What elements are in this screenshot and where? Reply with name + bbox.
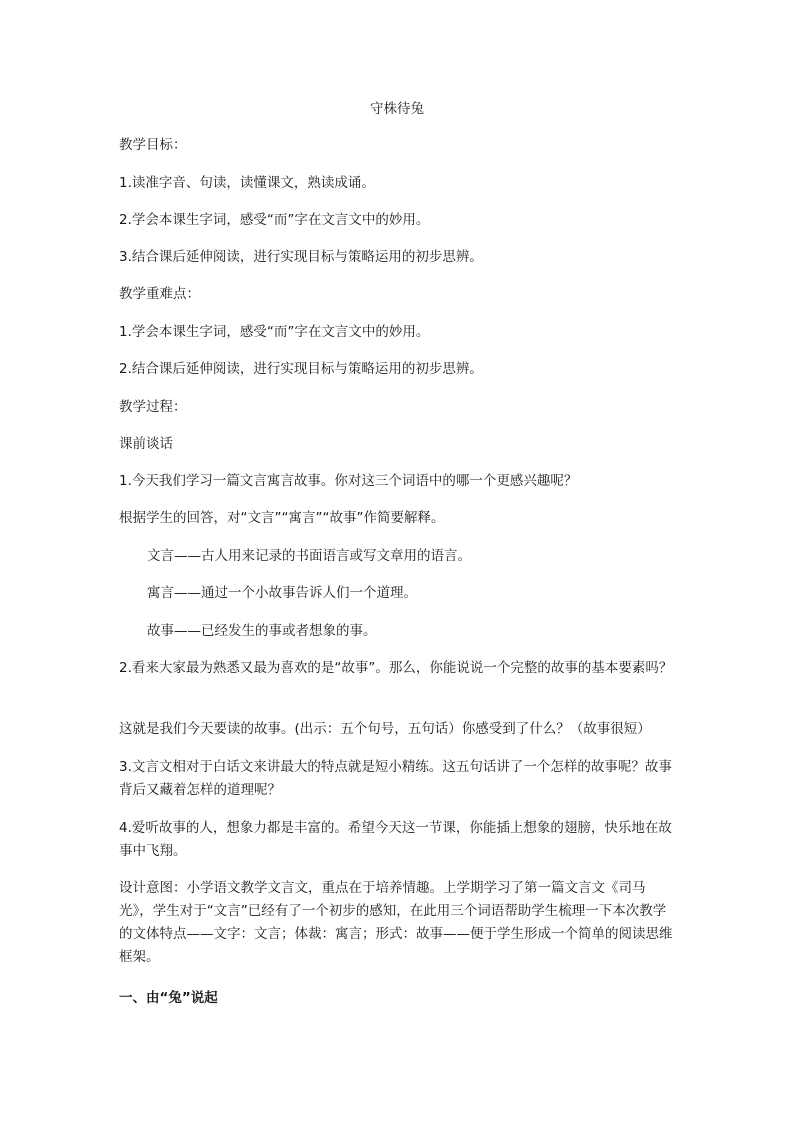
step-4: 4.爱听故事的人，想象力都是丰富的。希望今天这一节课，你能插上想象的翅膀，快乐地在故事中飞翔。 (119, 820, 672, 859)
key-points-heading: 教学重难点： (119, 286, 200, 302)
key-point-item-1: 1.学会本课生字词，感受“而”字在文言文中的妙用。 (119, 324, 430, 340)
goal-item-3: 3.结合课后延伸阅读，进行实现目标与策略运用的初步思辨。 (119, 249, 483, 265)
goal-item-2: 2.学会本课生字词，感受“而”字在文言文中的妙用。 (119, 212, 430, 228)
definition-gushi: 故事——已经发生的事或者想象的事。 (147, 623, 377, 639)
document-title: 守株待兔 (370, 101, 424, 117)
design-intent: 设计意图：小学语文教学文言文，重点在于培养情趣。上学期学习了第一篇文言文《司马光》，学生对于“文言”已经有了一个初步的感知，在此用三个词语帮助学生梳理一下本次教学的文体特点——文字：文言；体裁：寓言；形式：故事——便于学生形成一个简单的阅读思维框架。 (119, 880, 673, 965)
key-point-item-2: 2.结合课后延伸阅读，进行实现目标与策略运用的初步思辨。 (119, 361, 483, 377)
pre-talk-heading: 课前谈话 (119, 436, 173, 452)
step-3: 3.文言文相对于白话文来讲最大的特点就是短小精练。这五句话讲了一个怎样的故事呢？故事背后又藏着怎样的道理呢？ (119, 759, 672, 798)
step-2-note: 这就是我们今天要读的故事。(出示：五个句号，五句话）你感受到了什么？（故事很短） (119, 721, 651, 737)
definition-wenyan: 文言——古人用来记录的书面语言或写文章用的语言。 (147, 548, 471, 564)
step-1: 1.今天我们学习一篇文言寓言故事。你对这三个词语中的哪一个更感兴趣呢？ (119, 473, 578, 489)
process-heading: 教学过程： (119, 399, 187, 415)
step-1-note: 根据学生的回答，对“文言”“寓言”“故事”作简要解释。 (119, 510, 445, 526)
goal-item-1: 1.读准字音、句读，读懂课文，熟读成诵。 (119, 175, 375, 191)
definition-yuyan: 寓言——通过一个小故事告诉人们一个道理。 (147, 585, 417, 601)
goals-heading: 教学目标： (119, 137, 187, 153)
step-2: 2.看来大家最为熟悉又最为喜欢的是“故事”。那么，你能说说一个完整的故事的基本要素吗？ (119, 660, 673, 676)
section-1-heading: 一、由“兔”说起 (119, 990, 218, 1006)
